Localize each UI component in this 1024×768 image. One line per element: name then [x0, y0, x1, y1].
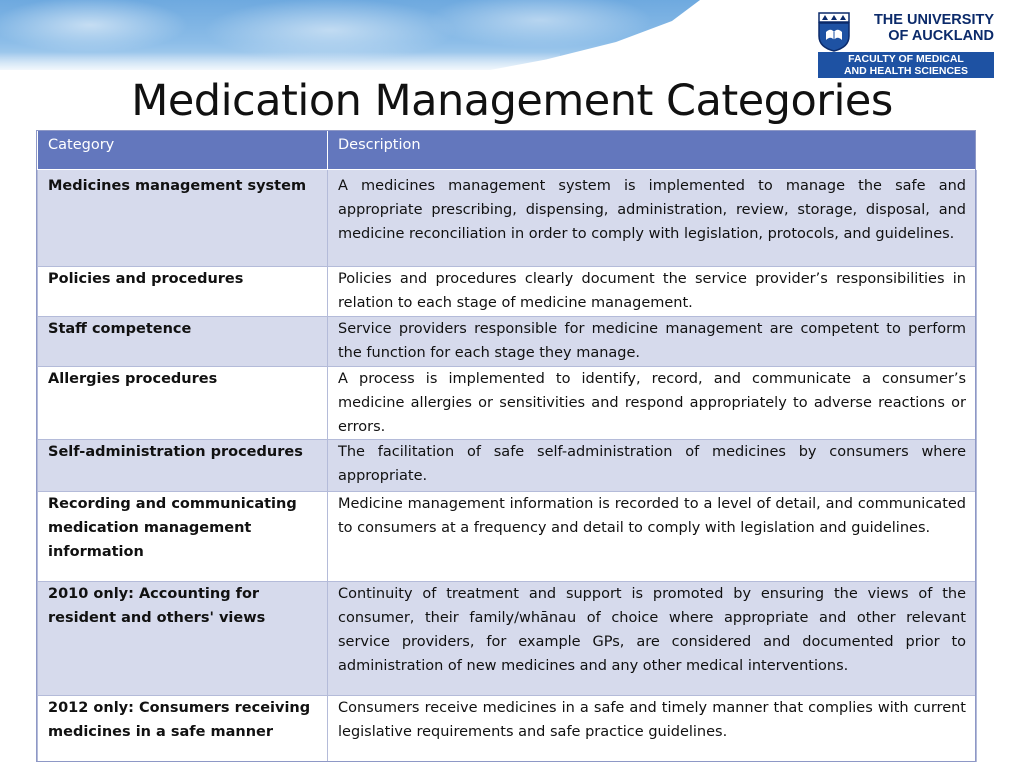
table-row — [38, 440, 977, 492]
university-logo — [818, 12, 994, 78]
table-row — [38, 696, 977, 762]
description-cell: Service providers responsible for medicine management are competent to perform the function for each stage they manage. — [328, 317, 977, 367]
table-row — [38, 317, 977, 367]
category-cell: Medicines management system — [38, 170, 328, 267]
description-cell: Consumers receive medicines in a safe and timely manner that complies with current legislative requirements and safe practice guidelines. — [328, 696, 977, 762]
column-header-description: Description — [328, 130, 977, 170]
table-header-row — [38, 130, 977, 170]
category-cell: Staff competence — [38, 317, 328, 367]
university-name — [856, 12, 994, 44]
university-name-line2: OF AUCKLAND — [888, 28, 994, 44]
table-row — [38, 582, 977, 696]
description-cell: A medicines management system is implemented to manage the safe and appropriate prescribing, dispensing, administration, review, storage, disposal, and medicine reconciliation in order to comply with legislation, protocols, and guidelines. — [328, 170, 977, 267]
category-cell: Recording and communicating medication management information — [38, 492, 328, 582]
category-cell: 2012 only: Consumers receiving medicines in a safe manner — [38, 696, 328, 762]
table-row — [38, 170, 977, 267]
faculty-name-line2: AND HEALTH SCIENCES — [843, 65, 969, 77]
university-name-line1: THE UNIVERSITY — [873, 12, 994, 28]
table-row — [38, 367, 977, 440]
description-cell: The facilitation of safe self-administration of medicines by consumers where appropriate. — [328, 440, 977, 492]
table-row — [38, 267, 977, 317]
category-cell: Allergies procedures — [38, 367, 328, 440]
header-sky-fade — [0, 52, 560, 74]
slide-title: Medication Management Categories — [131, 76, 893, 126]
category-cell: Self-administration procedures — [38, 440, 328, 492]
description-cell: Continuity of treatment and support is promoted by ensuring the views of the consumer, their family/whānau of choice where appropriate and other relevant service providers, for example GPs, are considered and documented prior to administration of new medicines and any other medical interventions. — [328, 582, 977, 696]
description-cell: Medicine management information is recorded to a level of detail, and communicated to consumers at a frequency and detail to comply with legislation and guidelines. — [328, 492, 977, 582]
category-cell: 2010 only: Accounting for resident and others' views — [38, 582, 328, 696]
university-crest-icon — [818, 12, 850, 52]
column-header-category: Category — [38, 130, 328, 170]
categories-table — [37, 130, 977, 762]
faculty-name-line1: FACULTY OF MEDICAL — [848, 53, 964, 65]
description-cell: A process is implemented to identify, record, and communicate a consumer’s medicine allergies or sensitivities and respond appropriately to adverse reactions or errors. — [328, 367, 977, 440]
description-cell: Policies and procedures clearly document the service provider’s responsibilities in relation to each stage of medicine management. — [328, 267, 977, 317]
category-cell: Policies and procedures — [38, 267, 328, 317]
table-row — [38, 492, 977, 582]
